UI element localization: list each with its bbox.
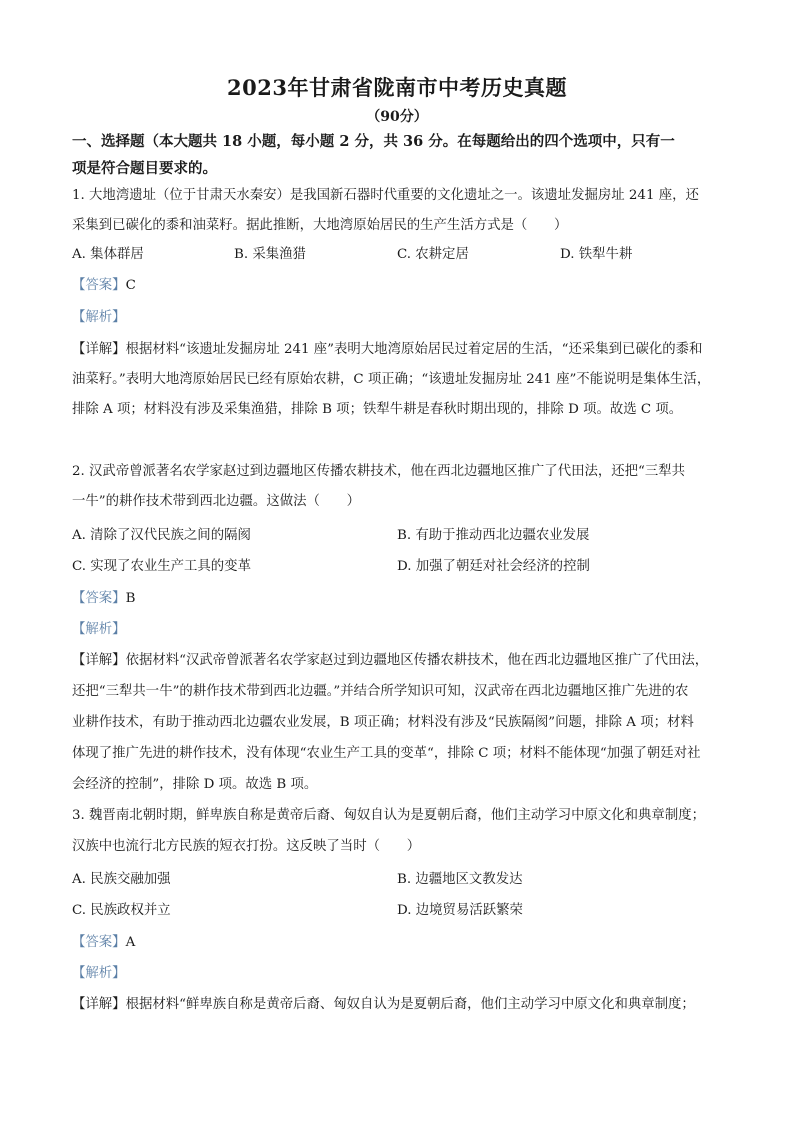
section-heading-line: 一、选择题（本大题共 18 小题，每小题 2 分，共 36 分。在每题给出的四个选项中，只有一 bbox=[72, 133, 675, 150]
total-score: （90分） bbox=[366, 109, 428, 125]
page-title: 2023年甘肃省陇南市中考历史真题 bbox=[227, 75, 567, 100]
answer-label: 【答案】 bbox=[72, 935, 126, 950]
option-d: D. 边境贸易活跃繁荣 bbox=[397, 903, 523, 918]
detail-line: 还把“三犁共一牛”的耕作技术带到西北边疆。”并结合所学知识可知，汉武帝在西北边疆地区推广先进的农 bbox=[72, 684, 689, 699]
detail-line bbox=[72, 645, 722, 676]
option-b: B. 有助于推动西北边疆农业发展 bbox=[397, 528, 590, 543]
option-b: B. 边疆地区文教发达 bbox=[397, 872, 523, 887]
option-c: C. 实现了农业生产工具的变革 bbox=[72, 559, 251, 574]
answer-line bbox=[72, 270, 722, 301]
detail-line: 体现了推广先进的耕作技术，没有体现“农业生产工具的变革“，排除 C 项；材料不能体现“加强了朝廷对社 bbox=[72, 746, 701, 761]
answer-label: 【答案】 bbox=[72, 278, 126, 293]
detail-line bbox=[72, 989, 722, 1020]
analysis-label-text: 【解析】 bbox=[72, 966, 126, 981]
detail-text: 根据材料“鲜卑族自称是黄帝后裔、匈奴自认为是夏朝后裔，他们主动学习中原文化和典章制度； bbox=[125, 997, 695, 1012]
question-stem: 一牛”的耕作技术带到西北边疆。这做法（ ） bbox=[72, 494, 361, 509]
option-a: A. 民族交融加强 bbox=[72, 872, 171, 887]
option-d: D. 加强了朝廷对社会经济的控制 bbox=[397, 559, 590, 574]
analysis-label bbox=[72, 302, 722, 333]
question-stem: 1. 大地湾遗址（位于甘肃天水秦安）是我国新石器时代重要的文化遗址之一。该遗址发掘房址 241 座，还 bbox=[72, 188, 699, 203]
option-a: A. 清除了汉代民族之间的隔阂 bbox=[72, 528, 251, 543]
detail-text: 根据材料“该遗址发掘房址 241 座”表明大地湾原始居民过着定居的生活，“还采集到已碳化的黍和 bbox=[125, 342, 703, 357]
answer-value: A bbox=[125, 935, 136, 950]
detail-line: 会经济的控制”，排除 D 项。故选 B 项。 bbox=[72, 777, 318, 792]
question-stem: 3. 魏晋南北朝时期，鲜卑族自称是黄帝后裔、匈奴自认为是夏朝后裔，他们主动学习中原文化和典章制度； bbox=[72, 808, 705, 823]
detail-text: 依据材料“汉武帝曾派著名农学家赵过到边疆地区传播农耕技术，他在西北边疆地区推广了代田法， bbox=[125, 653, 709, 668]
detail-line bbox=[72, 334, 722, 365]
analysis-label bbox=[72, 614, 722, 645]
analysis-label-text: 【解析】 bbox=[72, 310, 126, 325]
detail-label: 【详解】 bbox=[72, 997, 126, 1012]
detail-label: 【详解】 bbox=[72, 653, 126, 668]
analysis-label bbox=[72, 958, 722, 989]
section-heading-line: 项是符合题目要求的。 bbox=[72, 160, 217, 177]
answer-value: C bbox=[125, 278, 136, 293]
answer-label: 【答案】 bbox=[72, 591, 126, 606]
answer-value: B bbox=[125, 591, 136, 606]
detail-line: 业耕作技术，有助于推动西北边疆农业发展，B 项正确；材料没有涉及“民族隔阂”问题，排除 A 项；材料 bbox=[72, 715, 694, 730]
option-b: B. 采集渔猎 bbox=[234, 247, 306, 262]
question-stem: 汉族中也流行北方民族的短衣打扮。这反映了当时（ ） bbox=[72, 839, 421, 854]
analysis-label-text: 【解析】 bbox=[72, 622, 126, 637]
section-heading bbox=[72, 128, 722, 182]
answer-line bbox=[72, 583, 722, 614]
option-c: C. 民族政权并立 bbox=[72, 903, 171, 918]
detail-line: 油菜籽。”表明大地湾原始居民已经有原始农耕，C 项正确；“该遗址发掘房址 241 座”不能说明是集体生活， bbox=[72, 372, 711, 387]
answer-line bbox=[72, 927, 722, 958]
option-a: A. 集体群居 bbox=[72, 247, 144, 262]
question-stem: 2. 汉武帝曾派著名农学家赵过到边疆地区传播农耕技术，他在西北边疆地区推广了代田法，还把“三犁共 bbox=[72, 464, 686, 479]
detail-label: 【详解】 bbox=[72, 342, 126, 357]
detail-line: 排除 A 项；材料没有涉及采集渔猎，排除 B 项；铁犁牛耕是春秋时期出现的，排除 D 项。故选 C 项。 bbox=[72, 402, 683, 417]
option-d: D. 铁犁牛耕 bbox=[560, 247, 633, 262]
option-c: C. 农耕定居 bbox=[397, 247, 469, 262]
question-stem: 采集到已碳化的黍和油菜籽。据此推断，大地湾原始居民的生产生活方式是（ ） bbox=[72, 218, 568, 233]
